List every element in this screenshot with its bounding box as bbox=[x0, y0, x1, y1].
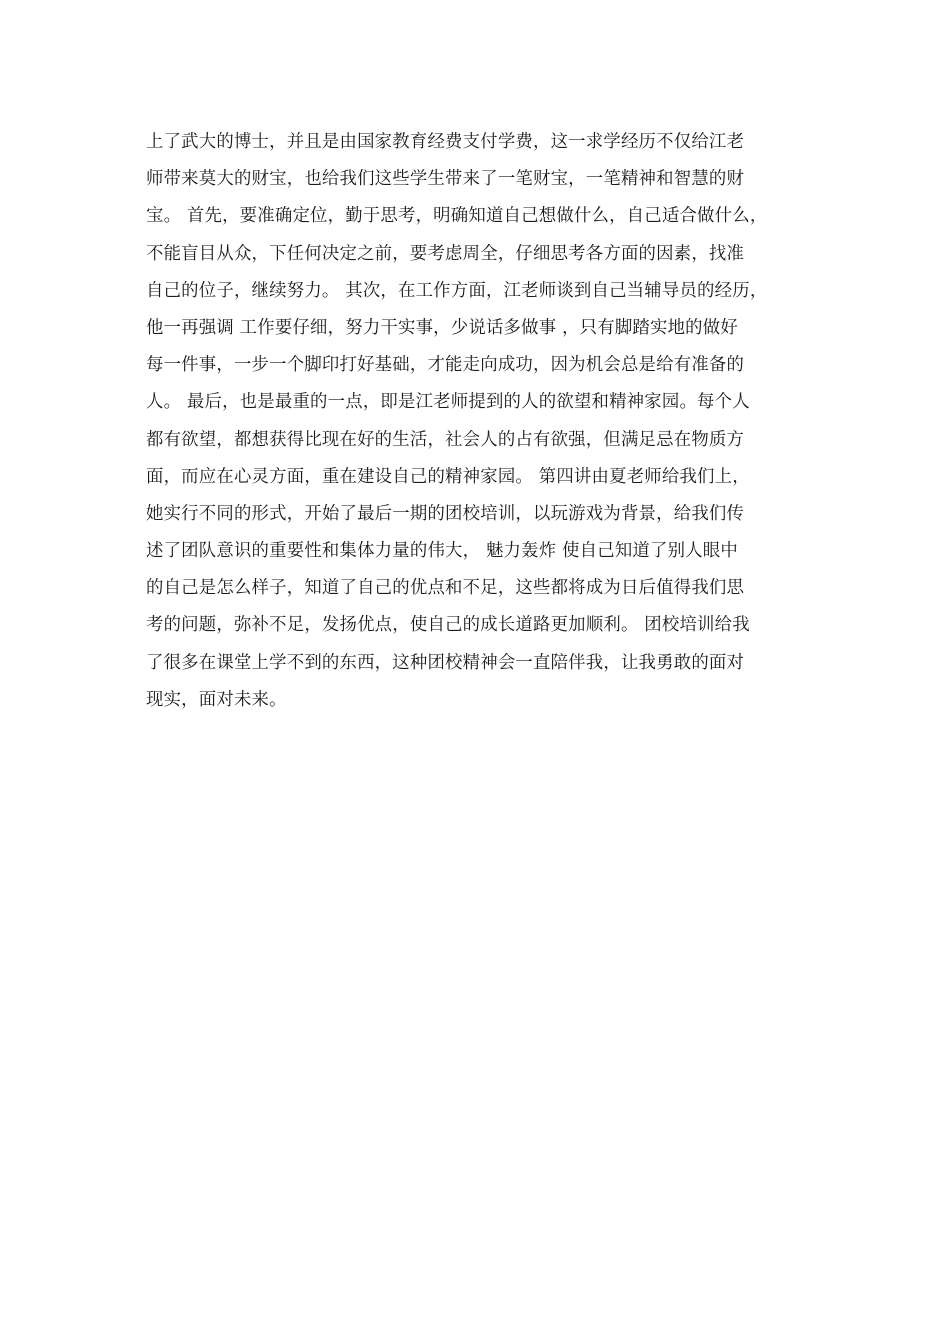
text-line: 现实，面对未来。 bbox=[146, 689, 287, 710]
text-line: 述了团队意识的重要性和集体力量的伟大， 魅力轰炸 使自己知道了别人眼中 bbox=[146, 541, 738, 562]
text-line: 师带来莫大的财宝，也给我们这些学生带来了一笔财宝，一笔精神和智慧的财 bbox=[146, 169, 745, 190]
text-line: 不能盲目从众，下任何决定之前，要考虑周全，仔细思考各方面的因素，找准 bbox=[146, 243, 745, 264]
text-line: 的自己是怎么样子，知道了自己的优点和不足，这些都将成为日后值得我们思 bbox=[146, 578, 745, 599]
text-line: 都有欲望，都想获得比现在好的生活，社会人的占有欲强，但满足忌在物质方 bbox=[146, 429, 745, 450]
text-line: 他一再强调 工作要仔细，努力干实事，少说话多做事 ，只有脚踏实地的做好 bbox=[146, 317, 738, 338]
text-line: 自己的位子，继续努力。 其次，在工作方面，江老师谈到自己当辅导员的经历， bbox=[146, 280, 768, 301]
text-line: 上了武大的博士，并且是由国家教育经费支付学费，这一求学经历不仅给江老 bbox=[146, 132, 745, 152]
text-line: 她实行不同的形式，开始了最后一期的团校培训，以玩游戏为背景，给我们传 bbox=[146, 503, 745, 524]
text-line: 考的问题，弥补不足，发扬优点，使自己的成长道路更加顺利。 团校培训给我 bbox=[146, 615, 750, 636]
text-line: 宝。 首先，要准确定位，勤于思考，明确知道自己想做什么，自己适合做什么， bbox=[146, 206, 768, 227]
body-text bbox=[146, 124, 826, 719]
text-line: 面，而应在心灵方面，重在建设自己的精神家园。 第四讲由夏老师给我们上， bbox=[146, 466, 750, 487]
text-line: 每一件事，一步一个脚印打好基础，才能走向成功，因为机会总是给有准备的 bbox=[146, 355, 745, 376]
text-line: 了很多在课堂上学不到的东西，这种团校精神会一直陪伴我，让我勇敢的面对 bbox=[146, 652, 745, 673]
text-line: 人。 最后，也是最重的一点，即是江老师提到的人的欲望和精神家园。每个人 bbox=[146, 392, 750, 413]
